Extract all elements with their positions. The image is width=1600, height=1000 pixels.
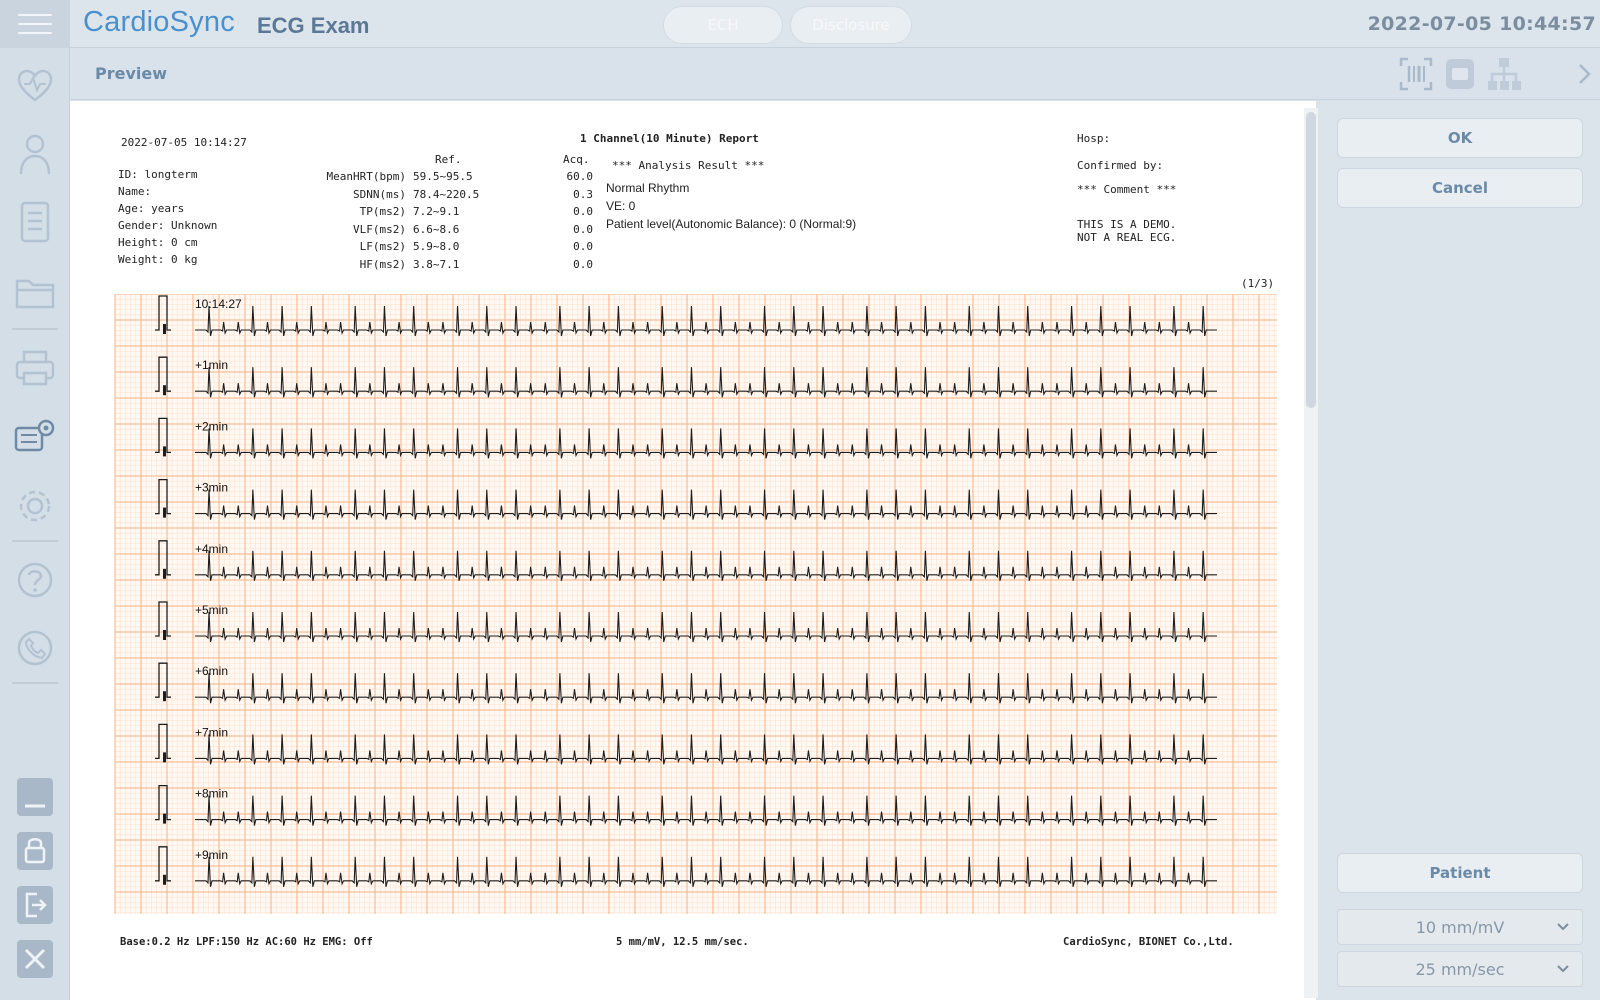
metric-acq-value: 0.0 (573, 205, 593, 218)
document-icon[interactable] (13, 200, 57, 244)
metric-name: HF(ms2) (359, 257, 406, 271)
ecg-strip-chart (107, 294, 1285, 928)
printer-icon[interactable] (13, 346, 57, 390)
metric-ref-range: 3.8~7.1 (413, 257, 460, 271)
patient-height: Height: 0 cm (118, 236, 198, 249)
confirmed-by-label: Confirmed by: (1077, 159, 1164, 172)
tab-disclosure[interactable]: Disclosure (790, 6, 912, 44)
sidebar-divider (12, 682, 58, 684)
patient-name: Name: (118, 185, 152, 198)
strip-time-label: +4min (195, 541, 229, 556)
metric-ref-range: 59.5~95.5 (413, 170, 473, 183)
calibration-marker (163, 814, 166, 824)
sidebar-divider (12, 328, 58, 330)
minimize-icon[interactable] (17, 778, 53, 816)
strip-time-label: +7min (195, 725, 229, 740)
chevron-down-icon (1556, 962, 1570, 976)
close-icon[interactable] (17, 940, 53, 978)
gain-select-value: 10 mm/mV (1415, 917, 1505, 937)
strip-time-label: +9min (195, 847, 229, 862)
sidebar-divider (12, 540, 58, 542)
speed-select-value: 25 mm/sec (1415, 959, 1505, 979)
strip-time-label: +6min (195, 664, 229, 679)
patient-gender: Gender: Unknown (118, 219, 218, 232)
report-title: 1 Channel(10 Minute) Report (580, 132, 759, 145)
analysis-line-balance: Patient level(Autonomic Balance): 0 (Normal:9) (606, 217, 857, 231)
calibration-marker (163, 752, 166, 762)
metric-ref-range: 6.6~8.6 (413, 222, 460, 236)
metric-name: TP(ms2) (359, 205, 406, 218)
patient-button[interactable]: Patient (1337, 853, 1583, 893)
metric-acq-value: 0.0 (573, 222, 593, 236)
chevron-right-icon[interactable] (1574, 62, 1594, 86)
strip-time-label: 10:14:27 (195, 297, 242, 311)
phone-icon[interactable] (13, 626, 57, 670)
speed-select[interactable] (1337, 951, 1583, 987)
calibration-marker (163, 875, 166, 885)
network-icon[interactable] (1486, 56, 1522, 92)
analysis-line-ve: VE: 0 (606, 199, 636, 213)
metric-ref-range: 7.2~9.1 (413, 205, 460, 218)
ref-header: Ref. (435, 153, 462, 166)
calibration-marker (163, 508, 166, 518)
metric-name: MeanHRT(bpm) (326, 170, 406, 183)
comment-header: *** Comment *** (1077, 183, 1177, 196)
hamburger-menu-icon[interactable] (0, 0, 70, 48)
footer-company: CardioSync, BIONET Co.,Ltd. (1063, 936, 1234, 948)
demo-notice-2: NOT A REAL ECG. (1077, 231, 1177, 244)
gain-select[interactable] (1337, 909, 1583, 945)
calibration-marker (163, 324, 166, 334)
footer-scale: 5 mm/mV, 12.5 mm/sec. (616, 936, 749, 948)
metric-acq-value: 60.0 (566, 170, 593, 183)
logout-icon[interactable] (17, 886, 53, 924)
calibration-marker (163, 630, 166, 640)
barcode-icon[interactable] (1398, 56, 1434, 92)
strip-time-label: +8min (195, 786, 229, 801)
gear-icon[interactable] (13, 484, 57, 528)
patient-id: ID: longterm (118, 168, 198, 181)
folder-icon[interactable] (13, 270, 57, 314)
clock-datetime: 2022-07-05 10:44:57 (1367, 13, 1596, 35)
ok-button[interactable]: OK (1337, 118, 1583, 158)
metric-acq-value: 0.3 (573, 187, 593, 201)
footer-filter-settings: Base:0.2 Hz LPF:150 Hz AC:60 Hz EMG: Off (120, 936, 373, 948)
lock-icon[interactable] (17, 832, 53, 870)
metric-name: VLF(ms2) (353, 222, 406, 236)
brand-logo: CardioSync (83, 6, 235, 38)
analysis-header: *** Analysis Result *** (612, 159, 765, 172)
strip-time-label: +5min (195, 603, 229, 617)
metric-name: LF(ms2) (359, 240, 406, 253)
demo-notice-1: THIS IS A DEMO. (1077, 218, 1177, 231)
calibration-marker (163, 691, 166, 701)
tab-ech[interactable]: ECH (663, 6, 783, 44)
heart-icon[interactable] (13, 64, 57, 108)
report-timestamp: 2022-07-05 10:14:27 (121, 136, 247, 149)
page-indicator: (1/3) (1241, 277, 1275, 290)
preview-title: Preview (95, 64, 168, 83)
help-icon[interactable] (13, 558, 57, 602)
metric-ref-range: 5.9~8.0 (413, 240, 460, 253)
preview-header (70, 48, 1600, 100)
calibration-marker (163, 569, 166, 579)
metric-name: SDNN(ms) (353, 187, 406, 201)
strip-time-label: +1min (195, 358, 229, 373)
strip-time-label: +2min (195, 419, 229, 434)
report-scrollbar-thumb[interactable] (1306, 112, 1316, 408)
strip-time-label: +3min (195, 480, 229, 495)
metric-acq-value: 0.0 (573, 240, 593, 253)
patient-age: Age: years (118, 202, 185, 215)
metric-acq-value: 0.0 (573, 257, 593, 271)
cancel-button[interactable]: Cancel (1337, 168, 1583, 208)
hosp-label: Hosp: (1077, 132, 1111, 145)
analysis-line-rhythm: Normal Rhythm (606, 181, 690, 195)
calibration-marker (163, 385, 166, 395)
metric-ref-range: 78.4~220.5 (413, 187, 480, 201)
top-bar (0, 0, 1600, 48)
user-icon[interactable] (13, 132, 57, 176)
acq-header: Acq. (563, 153, 590, 166)
card-icon[interactable] (1442, 56, 1478, 92)
exam-title: ECG Exam (257, 13, 370, 38)
chevron-down-icon (1556, 920, 1570, 934)
calibration-marker (163, 446, 166, 456)
patient-weight: Weight: 0 kg (118, 253, 198, 266)
settings-transfer-icon[interactable] (13, 414, 57, 458)
